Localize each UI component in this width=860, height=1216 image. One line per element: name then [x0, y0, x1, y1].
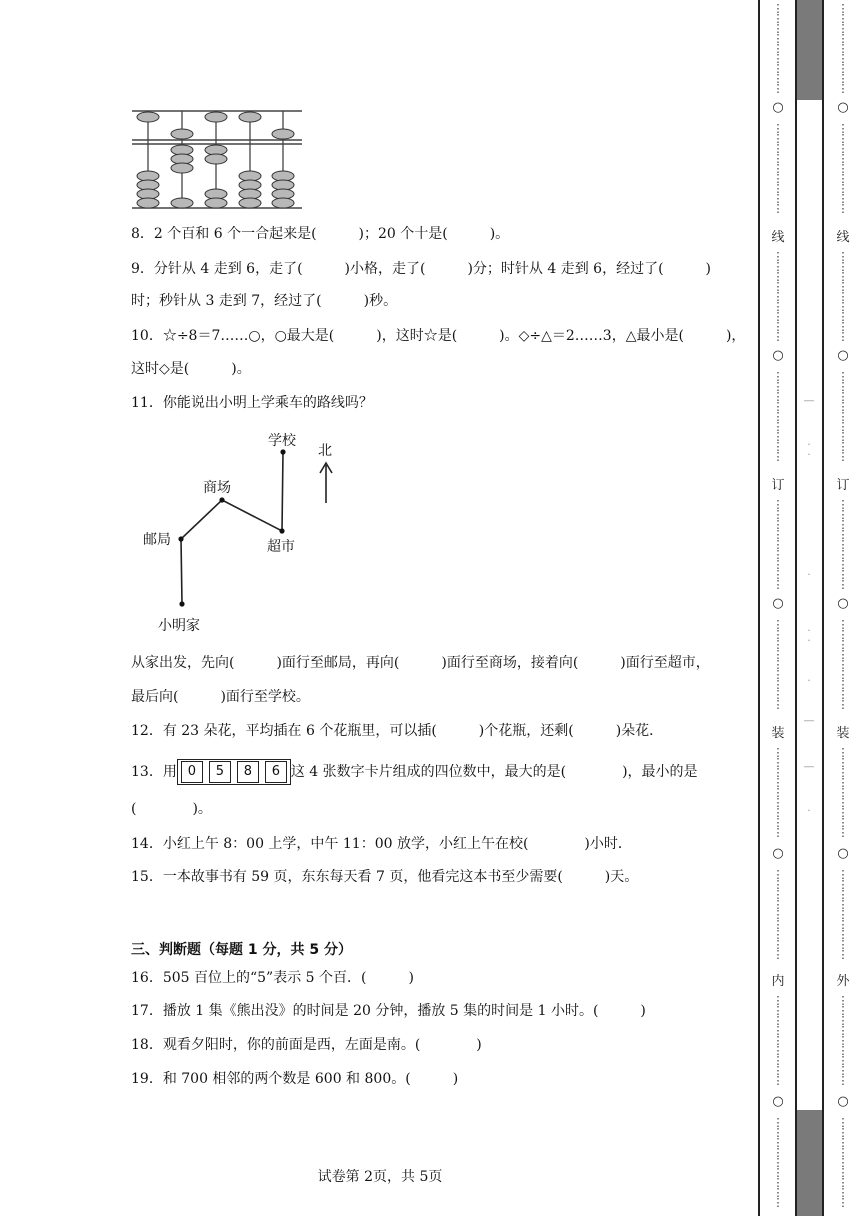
label-school: 学校	[268, 432, 296, 448]
faint-mark: —	[803, 394, 815, 407]
question-16: 16．505 百位上的“5”表示 5 个百．( )	[131, 970, 414, 986]
route-map	[130, 425, 380, 640]
question-13-prefix: 13．用	[131, 764, 177, 780]
dot-leader: ⋮ ⋮ ⋮ ⋮ ⋮ ⋮ ⋮ ⋮ ⋮	[772, 746, 784, 839]
question-10-line2: 这时◇是( )。	[131, 361, 251, 377]
faint-mark: ·	[807, 674, 811, 687]
dot-leader: ⋮ ⋮ ⋮ ⋮ ⋮ ⋮ ⋮ ⋮ ⋮	[837, 250, 849, 343]
margin-circle: ○	[837, 846, 849, 861]
dot-leader: ⋮ ⋮ ⋮ ⋮ ⋮ ⋮ ⋮ ⋮ ⋮	[837, 1116, 849, 1209]
dot-leader: ⋮ ⋮ ⋮ ⋮ ⋮ ⋮ ⋮ ⋮ ⋮	[837, 498, 849, 591]
question-17: 17．播放 1 集《熊出没》的时间是 20 分钟，播放 5 集的时间是 1 小时。( )	[131, 1003, 646, 1019]
digit-cards	[177, 759, 291, 785]
margin-circle: ○	[837, 596, 849, 611]
dot-leader: ⋮ ⋮ ⋮ ⋮ ⋮ ⋮ ⋮ ⋮ ⋮	[837, 868, 849, 961]
margin-char-xian-inner: 线	[771, 230, 785, 245]
margin-gray-top	[797, 0, 822, 100]
margin-char-zhuang-outer: 装	[836, 726, 850, 741]
question-9-line1: 9．分针从 4 走到 6，走了( )小格，走了( )分；时针从 4 走到 6，经过了( )	[131, 261, 712, 277]
dot-leader: ⋮ ⋮ ⋮ ⋮ ⋮ ⋮ ⋮ ⋮ ⋮	[837, 2, 849, 95]
faint-mark: —	[803, 760, 815, 773]
question-14: 14．小红上午 8：00 上学，中午 11：00 放学，小红上午在校( )小时．	[131, 836, 632, 852]
dot-leader: ⋮ ⋮ ⋮ ⋮ ⋮ ⋮ ⋮ ⋮ ⋮	[772, 498, 784, 591]
question-13-line1	[131, 759, 698, 785]
dot-leader: ⋮ ⋮ ⋮ ⋮ ⋮ ⋮ ⋮ ⋮ ⋮	[772, 994, 784, 1087]
question-10-line1: 10．☆÷8＝7……○，○最大是( )，这时☆是( )。◇÷△＝2……3，△最小是( )，	[131, 328, 746, 344]
label-home: 小明家	[158, 617, 200, 633]
label-north: 北	[318, 442, 332, 458]
margin-circle: ○	[772, 846, 784, 861]
dot-leader: ⋮ ⋮ ⋮ ⋮ ⋮ ⋮ ⋮ ⋮ ⋮	[772, 618, 784, 711]
dot-leader: ⋮ ⋮ ⋮ ⋮ ⋮ ⋮ ⋮ ⋮ ⋮	[837, 746, 849, 839]
faint-mark: ·	[807, 568, 811, 581]
dot-leader: ⋮ ⋮ ⋮ ⋮ ⋮ ⋮ ⋮ ⋮ ⋮	[772, 868, 784, 961]
margin-char-nei: 内	[771, 974, 785, 989]
dot-leader: ⋮ ⋮ ⋮ ⋮ ⋮ ⋮ ⋮ ⋮ ⋮	[772, 250, 784, 343]
question-9-line2: 时；秒针从 3 走到 7，经过了( )秒。	[131, 293, 398, 309]
margin-gray-edge	[797, 100, 822, 1110]
margin-char-zhuang-inner: 装	[771, 726, 785, 741]
faint-mark: —	[803, 714, 815, 727]
question-19: 19．和 700 相邻的两个数是 600 和 800。( )	[131, 1071, 459, 1087]
dot-leader: ⋮ ⋮ ⋮ ⋮ ⋮ ⋮ ⋮ ⋮ ⋮	[837, 618, 849, 711]
digit-card: 0	[181, 761, 203, 783]
question-11-answer-line1: 从家出发，先向( )面行至邮局，再向( )面行至商场，接着向( )面行至超市，	[131, 655, 710, 671]
digit-card: 8	[237, 761, 259, 783]
question-8: 8．2 个百和 6 个一合起来是( )；20 个十是( )。	[131, 226, 510, 242]
dot-leader: ⋮ ⋮ ⋮ ⋮ ⋮ ⋮ ⋮ ⋮ ⋮	[837, 994, 849, 1087]
dot-leader: ⋮ ⋮ ⋮ ⋮ ⋮ ⋮ ⋮ ⋮ ⋮	[837, 122, 849, 215]
label-market: 超市	[267, 538, 295, 554]
question-11-answer-line2: 最后向( )面行至学校。	[131, 689, 310, 705]
margin-circle: ○	[837, 1094, 849, 1109]
digit-card: 6	[265, 761, 287, 783]
abacus-figure	[130, 106, 305, 212]
label-mall: 商场	[203, 479, 231, 495]
page-footer: 试卷第 2页，共 5页	[317, 1169, 443, 1185]
margin-circle: ○	[772, 100, 784, 115]
margin-border-left	[758, 0, 760, 1216]
faint-mark: · ·	[807, 624, 811, 647]
question-11: 11．你能说出小明上学乘车的路线吗？	[131, 395, 373, 411]
margin-border-right	[822, 0, 824, 1216]
label-post: 邮局	[143, 531, 171, 547]
dot-leader: ⋮ ⋮ ⋮ ⋮ ⋮ ⋮ ⋮ ⋮ ⋮	[837, 370, 849, 463]
margin-circle: ○	[772, 1094, 784, 1109]
margin-char-ding-outer: 订	[836, 478, 850, 493]
faint-mark: ·	[807, 804, 811, 817]
margin-char-ding-inner: 订	[771, 478, 785, 493]
question-12: 12．有 23 朵花，平均插在 6 个花瓶里，可以插( )个花瓶，还剩( )朵花．	[131, 723, 664, 739]
margin-circle: ○	[837, 348, 849, 363]
margin-circle: ○	[772, 596, 784, 611]
margin-circle: ○	[837, 100, 849, 115]
faint-mark: · ·	[807, 438, 811, 461]
dot-leader: ⋮ ⋮ ⋮ ⋮ ⋮ ⋮ ⋮ ⋮ ⋮	[772, 2, 784, 95]
question-18: 18．观看夕阳时，你的前面是西，左面是南。( )	[131, 1037, 482, 1053]
dot-leader: ⋮ ⋮ ⋮ ⋮ ⋮ ⋮ ⋮ ⋮ ⋮	[772, 1116, 784, 1209]
question-13-suffix: 这 4 张数字卡片组成的四位数中，最大的是( )，最小的是	[290, 764, 698, 780]
dot-leader: ⋮ ⋮ ⋮ ⋮ ⋮ ⋮ ⋮ ⋮ ⋮	[772, 370, 784, 463]
margin-char-wai: 外	[836, 974, 850, 989]
dot-leader: ⋮ ⋮ ⋮ ⋮ ⋮ ⋮ ⋮ ⋮ ⋮	[772, 122, 784, 215]
margin-char-xian-outer: 线	[836, 230, 850, 245]
digit-card: 5	[209, 761, 231, 783]
margin-circle: ○	[772, 348, 784, 363]
question-15: 15．一本故事书有 59 页，东东每天看 7 页，他看完这本书至少需要( )天。	[131, 869, 639, 885]
margin-gray-bottom	[797, 1110, 822, 1216]
section-3-title: 三、判断题（每题 1 分，共 5 分）	[131, 942, 352, 958]
question-13-line2: ( )。	[131, 801, 212, 817]
